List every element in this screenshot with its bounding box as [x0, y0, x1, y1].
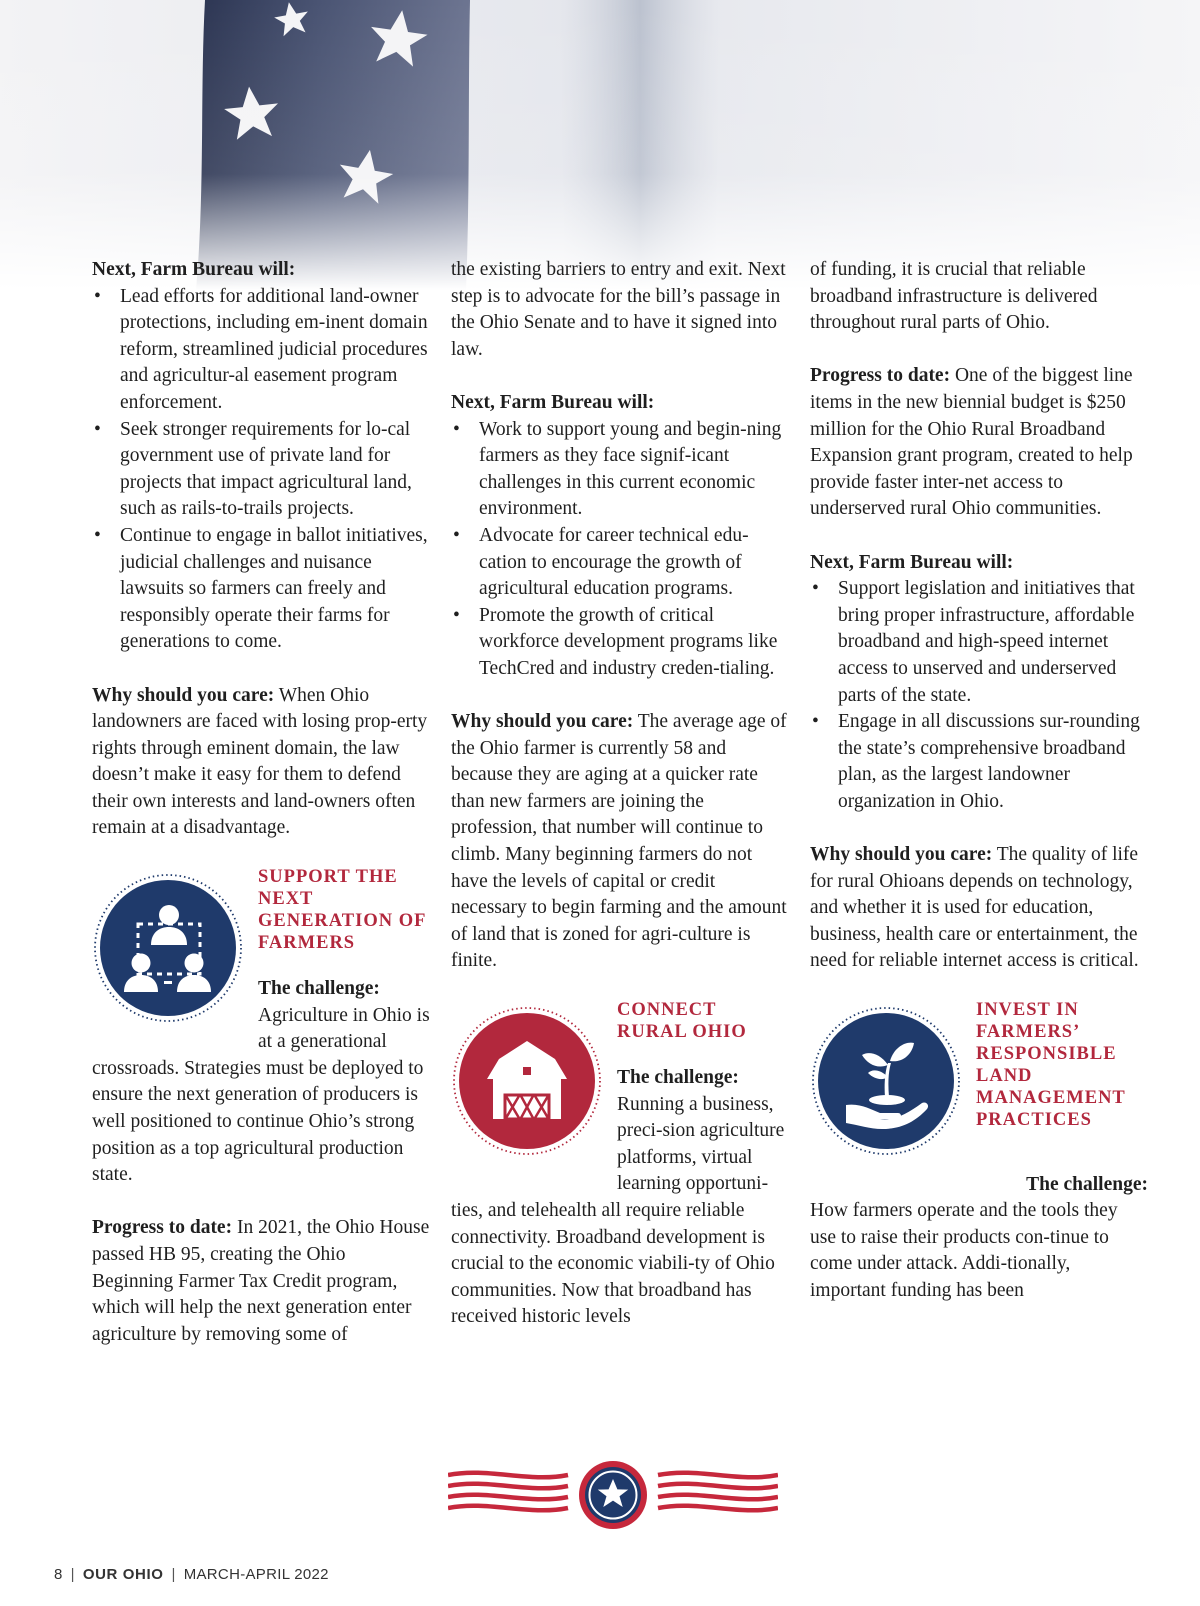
list-item: • Engage in all discussions sur-rounding the state’s comprehensive broadband plan, as the largest landowner organization in Ohio. [810, 709, 1148, 815]
list-item: • Continue to engage in ballot initiatives, judicial challenges and nuisance lawsuits so farmers can freely and responsibly operate their farms for generations to come. [92, 523, 430, 656]
next-steps-heading: Next, Farm Bureau will: [92, 259, 296, 280]
why-care-paragraph [810, 842, 1148, 975]
continued-text: the existing barriers to entry and exit. Next step is to advocate for the bill’s passage in the Ohio Senate and to have it signed into law. [451, 259, 786, 360]
continued-text: of funding, it is crucial that reliable broadband infrastructure is delivered throughout rural parts of Ohio. [810, 259, 1098, 334]
challenge-label: The challenge: [1026, 1173, 1148, 1195]
list-item: • Seek stronger requirements for lo-cal government use of private land for projects that impact agricultural land, such as rails-to-trails projects. [92, 417, 430, 523]
progress-paragraph [810, 363, 1148, 523]
magazine-name: OUR OHIO [82, 1566, 164, 1583]
section-land-management [810, 999, 1148, 1305]
column-3 [810, 257, 1148, 1305]
why-care-label: Why should you care: [451, 711, 634, 733]
list-item: • Support legislation and initiatives that bring proper infrastructure, affordable broadband and high-speed internet access to unserved and underserved parts of the state. [810, 576, 1148, 709]
barn-icon [451, 1005, 603, 1166]
section-connect-rural-ohio [451, 999, 789, 1331]
why-care-text: The quality of life for rural Ohioans depends on technology, and whether it is used for education, business, health care or entertainment, the need for reliable internet access is critical. [810, 844, 1139, 972]
challenge-text: Agriculture in Ohio is at a generational crossroads. Strategies must be deployed to ensure the next generation of producers is well positioned to continue Ohio’s strong position as a top agricultural production state. [92, 1004, 430, 1186]
progress-text: In 2021, the Ohio House passed HB 95, creating the Ohio Beginning Farmer Tax Credit program, which will help the next generation enter agriculture by removing some of [92, 1217, 430, 1345]
next-steps-heading: Next, Farm Bureau will: [810, 551, 1014, 573]
list-item: • Advocate for career technical edu-cation to encourage the growth of agricultural education programs. [451, 523, 789, 603]
challenge-label: The challenge: [617, 1067, 739, 1089]
challenge-label: The challenge: [258, 978, 380, 1000]
next-steps-list [810, 576, 1148, 815]
sprout-hand-icon [810, 1005, 962, 1166]
next-steps-list [92, 284, 430, 656]
column-2 [451, 257, 789, 1331]
section-title: INVEST IN FARMERS’ RESPONSIBLE LAND MANAGEMENT PRACTICES [976, 1000, 1126, 1131]
list-item: • Work to support young and begin-ning farmers as they face signif-icant challenges in this current economic environment. [451, 417, 789, 523]
section-title: SUPPORT THE NEXT GENERATION OF FARMERS [258, 867, 426, 954]
section-next-generation [92, 866, 430, 1189]
why-care-paragraph [92, 683, 430, 843]
flag-ribbon-decoration [448, 1457, 778, 1542]
issue-date: MARCH-APRIL 2022 [183, 1566, 329, 1583]
page-number: 8 [54, 1566, 63, 1583]
why-care-label: Why should you care: [810, 844, 993, 866]
progress-label: Progress to date: [92, 1217, 233, 1239]
hero-flag-image [0, 0, 1200, 290]
list-item: • Lead efforts for additional land-owner protections, including em-inent domain reform, streamlined judicial procedures and agricultur-al easement program enforcement. [92, 284, 430, 417]
progress-text: One of the biggest line items in the new biennial budget is $250 million for the Ohio Rural Broadband Expansion grant program, created to help provide faster inter-net access to underserved rural Ohio communities. [810, 365, 1133, 520]
section-title: CONNECT RURAL OHIO [617, 1000, 747, 1043]
progress-paragraph [92, 1215, 430, 1348]
list-item: • Promote the growth of critical workforce development programs like TechCred and industry creden-tialing. [451, 603, 789, 683]
challenge-text: Running a business, preci-sion agriculture platforms, virtual learning opportuni-ties, and telehealth all require reliable connectivity. Broadband development is crucial to the economic viabili-ty of Ohio communities. Now that broadband has received historic levels [451, 1093, 785, 1328]
next-steps-list [451, 417, 789, 683]
why-care-label: Why should you care: [92, 684, 275, 706]
progress-label: Progress to date: [810, 365, 951, 387]
next-steps-heading: Next, Farm Bureau will: [451, 391, 655, 413]
people-network-icon [92, 872, 244, 1033]
why-care-text: When Ohio landowners are faced with losing prop-erty rights through eminent domain, the law doesn’t make it easy for them to defend their own interests and land-owners often remain at a disadvantage. [92, 684, 428, 839]
column-1 [92, 257, 430, 1348]
page-footer: 8 | OUR OHIO | MARCH-APRIL 2022 [54, 1566, 329, 1583]
why-care-paragraph [451, 709, 789, 975]
challenge-text: How farmers operate and the tools they use to raise their products con-tinue to come under attack. Addi-tionally, important funding has been [810, 1200, 1118, 1301]
why-care-text: The average age of the Ohio farmer is currently 58 and because they are aging at a quicker rate than new farmers are joining the profession, that number will continue to climb. Many beginning farmers do not have the levels of capital or credit necessary to begin farming and the amount of land that is zoned for agri-culture is finite. [451, 711, 787, 972]
